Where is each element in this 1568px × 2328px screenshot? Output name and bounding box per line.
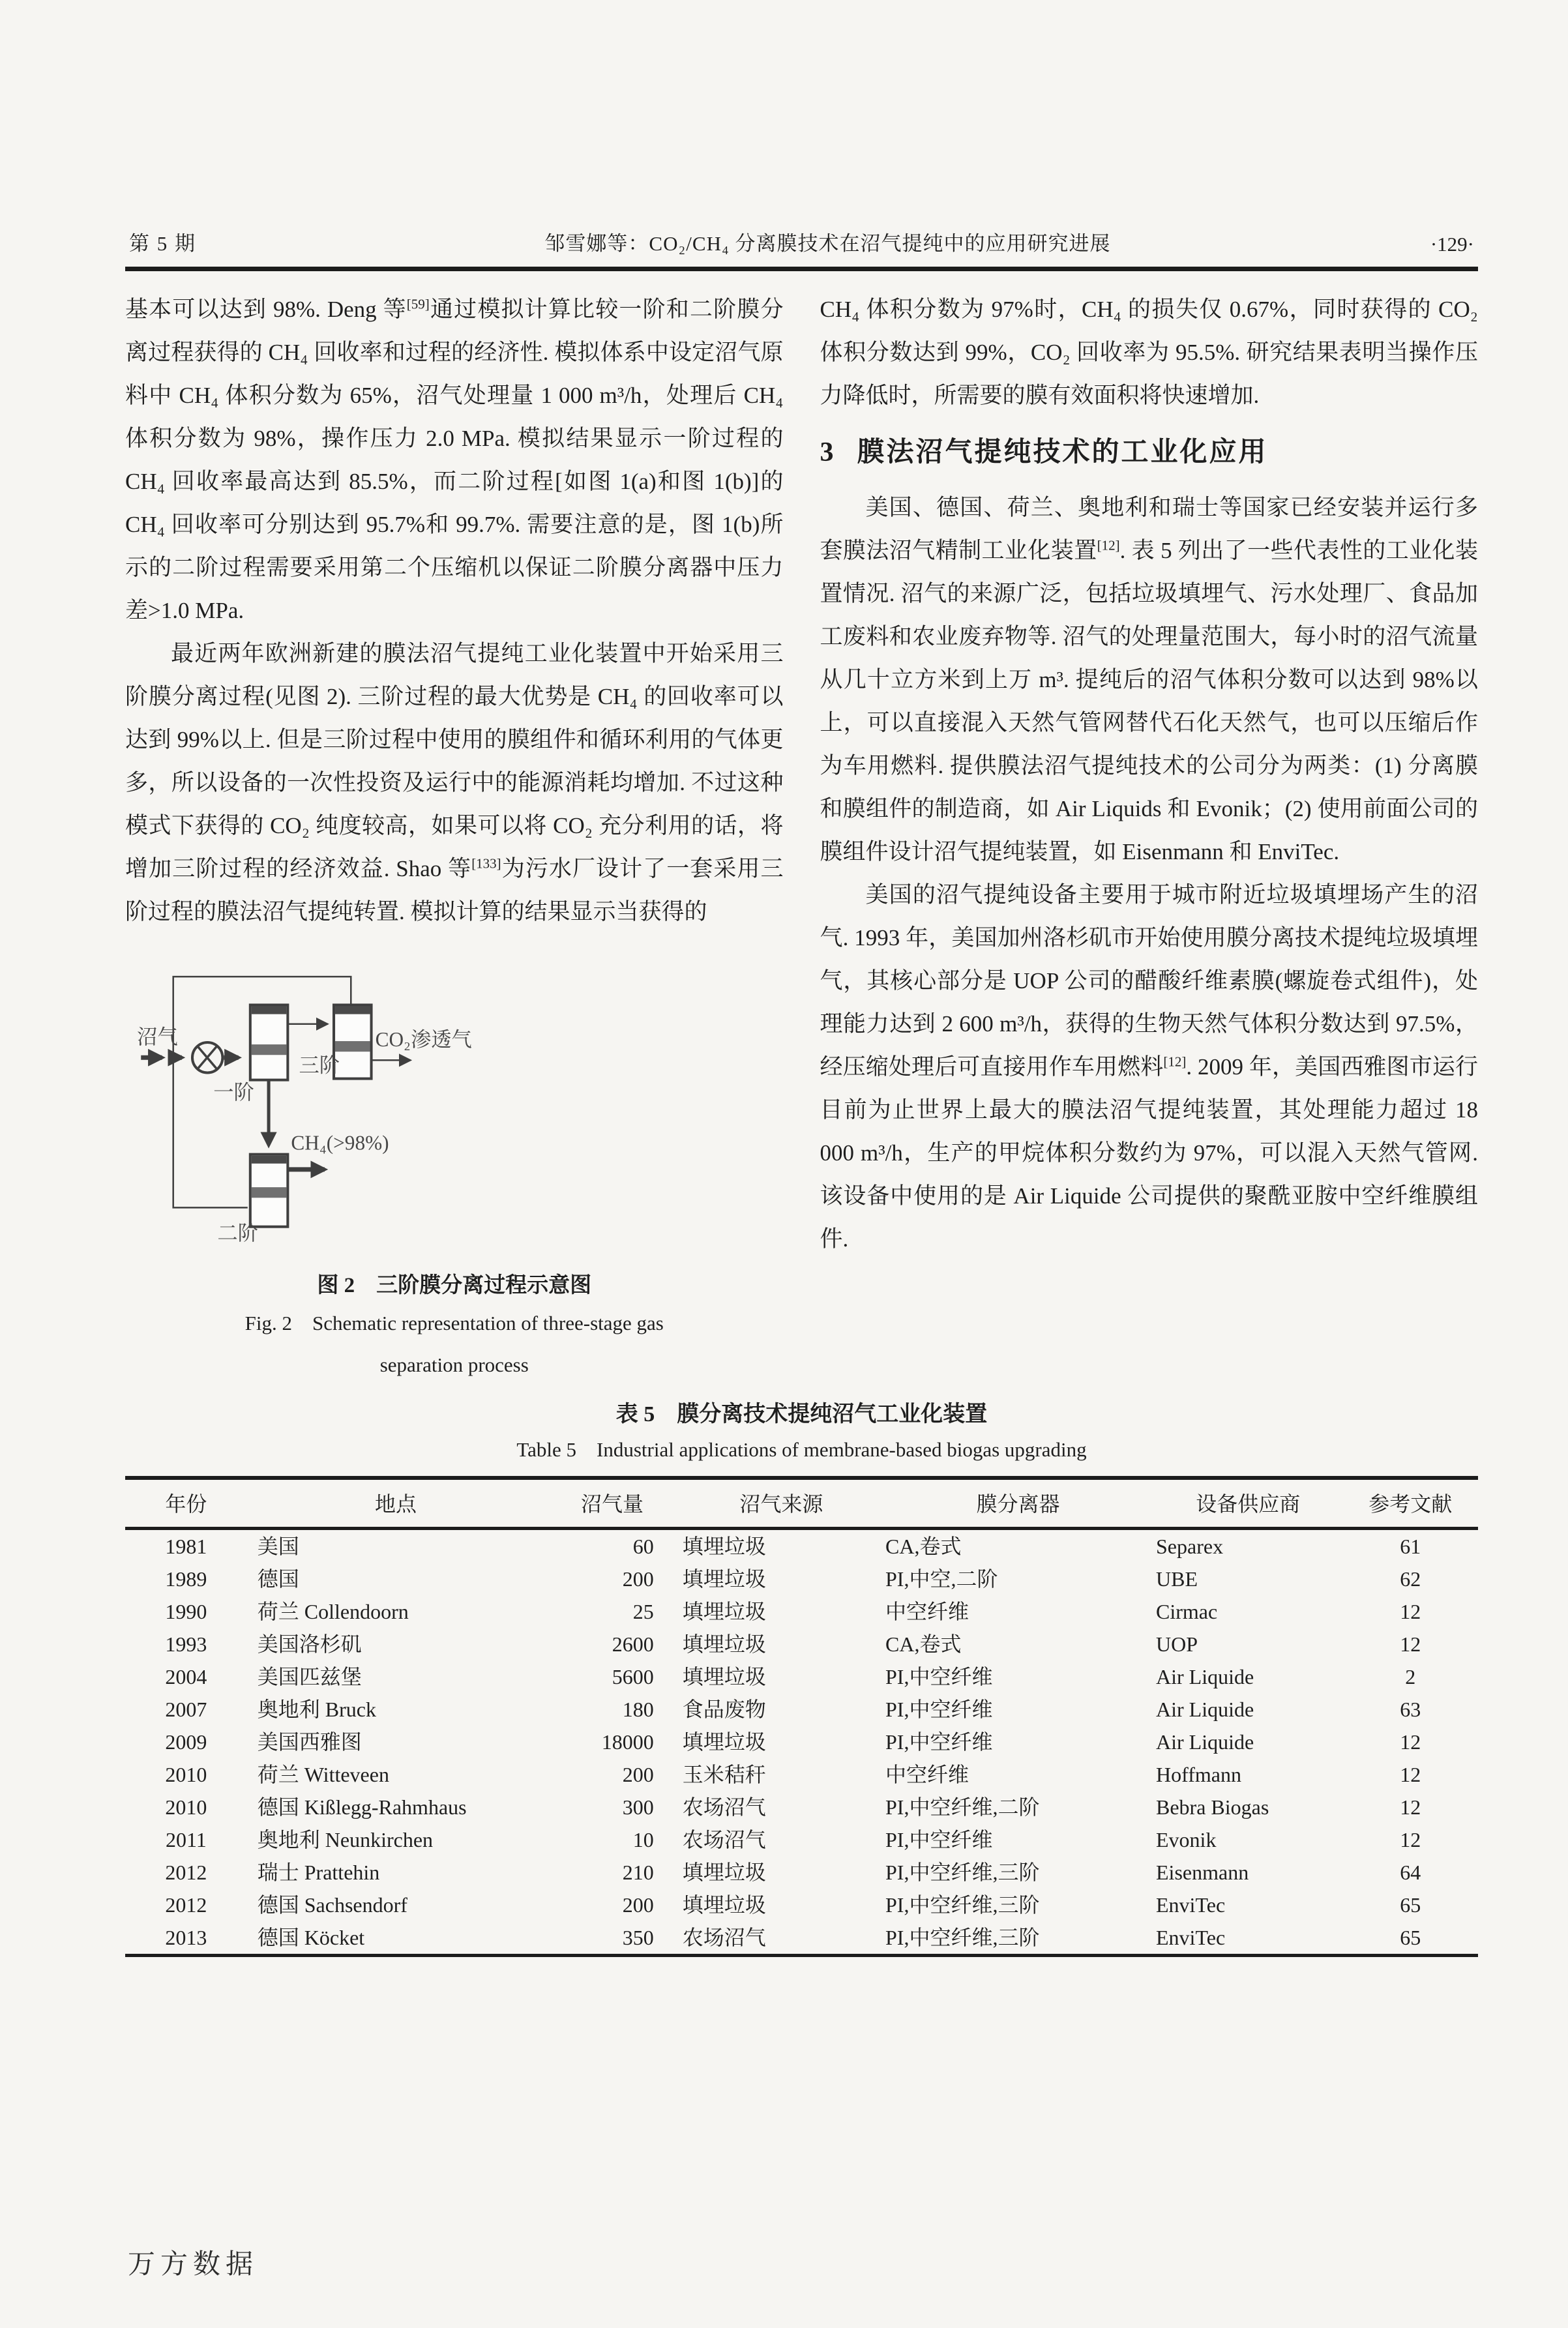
right-paragraph-1: CH₄ 体积分数为 97%时，CH₄ 的损失仅 0.67%，同时获得的 CO₂ 体积分数达到 99%，CO₂ 回收率为 95.5%. 研究结果表明当操作压力降低时，所需要的膜有效面积将快速增加. bbox=[820, 297, 1478, 408]
table-cell: 62 bbox=[1400, 1567, 1421, 1591]
table-cell: 德国 Köcket bbox=[257, 1926, 365, 1950]
table-cell: 美国洛杉矶 bbox=[257, 1632, 362, 1657]
table-cell: UBE bbox=[1156, 1567, 1198, 1591]
table-cell: 200 bbox=[622, 1567, 654, 1591]
table-cell: 65 bbox=[1400, 1926, 1421, 1950]
table-cell: 61 bbox=[1400, 1535, 1421, 1559]
table-cell: 美国匹兹堡 bbox=[257, 1665, 362, 1689]
table-cell: 德国 bbox=[257, 1567, 299, 1591]
table-cell: Air Liquide bbox=[1156, 1730, 1254, 1754]
table-caption-zh: 表 5 膜分离技术提纯沼气工业化装置 bbox=[615, 1402, 988, 1427]
col-header-membrane-separator: 膜分离器 bbox=[883, 1478, 1153, 1529]
table-cell: 25 bbox=[632, 1600, 654, 1624]
table-cell: 填埋垃圾 bbox=[682, 1632, 766, 1657]
left-paragraph-1: 基本可以达到 98%. Deng 等[59]通过模拟计算比较一阶和二阶膜分离过程获得的 CH₄ 回收率和过程的经济性. 模拟体系中设定沼气原料中 CH₄ 体积分数为 65%，沼气处理量 1 000 m³/h，处理后 CH₄ 体积分数为 98%，操作压力 2.0 MPa. 模拟结果显示一阶过程的 CH₄ 回收率最高达到 85.5%，而二阶过程[如图 1(a)和图 1(b)]的 CH₄ 回收率可分别达到 95.7%和 99.7%. 需要注意的是，图 1(b)所示的二阶过程需要采用第二个压缩机以保证二阶膜分离器中压力差>1.0 MPa. bbox=[125, 296, 784, 623]
table-cell: 农场沼气 bbox=[682, 1795, 766, 1820]
table-cell: 200 bbox=[622, 1893, 654, 1917]
table-cell: PI,中空纤维,三阶 bbox=[885, 1861, 1040, 1885]
table-header-row bbox=[125, 1478, 1478, 1529]
table-row bbox=[125, 1563, 1478, 1595]
col-header-equipment-supplier: 设备供应商 bbox=[1153, 1478, 1343, 1529]
table-cell: EnviTec bbox=[1156, 1926, 1226, 1950]
table-cell: 64 bbox=[1400, 1861, 1421, 1885]
table-cell: Eisenmann bbox=[1156, 1861, 1249, 1885]
page-number: ·129· bbox=[1430, 233, 1474, 256]
table-cell: 农场沼气 bbox=[682, 1926, 766, 1950]
table-cell: PI,中空纤维 bbox=[885, 1698, 993, 1722]
table-row bbox=[125, 1921, 1478, 1956]
table-cell: 填埋垃圾 bbox=[682, 1600, 766, 1624]
table-caption-en: Table 5 Industrial applications of membrane-based biogas upgrading bbox=[516, 1438, 1087, 1462]
stage3-label: 三阶 bbox=[299, 1053, 340, 1077]
table-cell: 奥地利 Neunkirchen bbox=[257, 1828, 434, 1852]
table-cell: 2012 bbox=[165, 1861, 207, 1885]
table-cell: CA,卷式 bbox=[885, 1632, 962, 1657]
left-column bbox=[125, 288, 784, 1386]
col-header-biogas-amount: 沼气量 bbox=[544, 1478, 680, 1529]
co2-permeate-label: CO₂渗透气 bbox=[375, 1028, 472, 1052]
table-cell: 65 bbox=[1400, 1893, 1421, 1917]
table-cell: UOP bbox=[1156, 1632, 1198, 1657]
table-cell: 奥地利 Bruck bbox=[257, 1698, 376, 1722]
table-cell: 2600 bbox=[612, 1632, 654, 1657]
col-header-year: 年份 bbox=[125, 1478, 247, 1529]
table-row bbox=[125, 1693, 1478, 1726]
table-cell: 荷兰 Witteveen bbox=[257, 1763, 389, 1787]
table-cell: 玉米秸秆 bbox=[682, 1763, 766, 1787]
table-cell: Bebra Biogas bbox=[1156, 1795, 1269, 1820]
table-cell: 5600 bbox=[612, 1665, 654, 1689]
table-cell: 2 bbox=[1405, 1665, 1416, 1689]
table-cell: 德国 Sachsendorf bbox=[257, 1893, 407, 1917]
table-cell: Air Liquide bbox=[1156, 1698, 1254, 1722]
table-row bbox=[125, 1529, 1478, 1563]
table-cell: 2010 bbox=[165, 1763, 207, 1787]
table-cell: 美国 bbox=[257, 1535, 299, 1559]
stage1-label: 一阶 bbox=[213, 1080, 254, 1104]
table-cell: PI,中空纤维,三阶 bbox=[885, 1893, 1040, 1917]
col-header-biogas-source: 沼气来源 bbox=[680, 1478, 883, 1529]
table-cell: 填埋垃圾 bbox=[682, 1567, 766, 1591]
table-cell: PI,中空纤维 bbox=[885, 1730, 993, 1754]
running-title: 邹雪娜等：CO₂/CH₄ 分离膜技术在沼气提纯中的应用研究进展 bbox=[544, 232, 1111, 255]
ch4-output-label: CH₄(>98%) bbox=[291, 1131, 389, 1155]
table-row bbox=[125, 1726, 1478, 1758]
section-heading-3 bbox=[820, 433, 1479, 472]
table-cell: 德国 Kißlegg-Rahmhaus bbox=[257, 1795, 467, 1820]
table-cell: 填埋垃圾 bbox=[682, 1730, 766, 1754]
figure-caption-zh: 图 2 三阶膜分离过程示意图 bbox=[317, 1274, 592, 1298]
table-cell: 12 bbox=[1400, 1763, 1421, 1787]
table-cell: 填埋垃圾 bbox=[682, 1893, 766, 1917]
table-cell: 2009 bbox=[165, 1730, 207, 1754]
page-header bbox=[125, 227, 1478, 271]
table-cell: 60 bbox=[632, 1535, 654, 1559]
table-cell: 2010 bbox=[165, 1795, 207, 1820]
body-columns bbox=[125, 288, 1478, 1386]
table-cell: 2011 bbox=[165, 1828, 207, 1852]
wanfang-data-watermark: 万方数据 bbox=[128, 2250, 259, 2280]
table-cell: EnviTec bbox=[1156, 1893, 1226, 1917]
stage2-label: 二阶 bbox=[217, 1221, 258, 1245]
table-cell: 12 bbox=[1400, 1795, 1421, 1820]
table-cell: 1990 bbox=[165, 1600, 207, 1624]
table-cell: 中空纤维 bbox=[885, 1763, 969, 1787]
table-cell: 2007 bbox=[165, 1698, 207, 1722]
table-cell: 1989 bbox=[165, 1567, 207, 1591]
table-cell: Hoffmann bbox=[1156, 1763, 1241, 1787]
industrial-applications-table bbox=[125, 1476, 1478, 1957]
table-cell: 10 bbox=[632, 1828, 654, 1852]
table-header bbox=[125, 1478, 1478, 1529]
table-cell: Separex bbox=[1156, 1535, 1224, 1559]
figure-caption-en-line1: Fig. 2 Schematic representation of three-stage gas bbox=[244, 1312, 664, 1335]
table-cell: 农场沼气 bbox=[682, 1828, 766, 1852]
table-cell: 1993 bbox=[165, 1632, 207, 1657]
table-cell: 12 bbox=[1400, 1600, 1421, 1624]
table-cell: PI,中空纤维 bbox=[885, 1828, 993, 1852]
biogas-input-label: 沼气 bbox=[137, 1025, 178, 1049]
table-cell: 美国西雅图 bbox=[257, 1730, 362, 1754]
table-cell: PI,中空纤维 bbox=[885, 1665, 993, 1689]
right-paragraph-3: 美国的沼气提纯设备主要用于城市附近垃圾填埋场产生的沼气. 1993 年，美国加州洛杉矶市开始使用膜分离技术提纯垃圾填埋气，其核心部分是 UOP 公司的醋酸纤维素膜(螺旋卷式组件)，处理能力达到 2 600 m³/h，获得的生物天然气体积分数达到 97.5%，经压缩处理后可直接用作车用燃料[12]. 2009 年，美国西雅图市运行目前为止世界上最大的膜法沼气提纯装置，其处理能力超过 18 000 m³/h，生产的甲烷体积分数约为 97%，可以混入天然气管网. 该设备中使用的是 Air Liquide 公司提供的聚酰亚胺中空纤维膜组件. bbox=[820, 882, 1478, 1252]
table-cell: 填埋垃圾 bbox=[682, 1861, 766, 1885]
table-body bbox=[125, 1529, 1478, 1956]
table-row bbox=[125, 1889, 1478, 1921]
table-cell: 填埋垃圾 bbox=[682, 1665, 766, 1689]
table-cell: Cirmac bbox=[1156, 1600, 1218, 1624]
table-cell: PI,中空纤维,二阶 bbox=[885, 1795, 1040, 1820]
table-cell: 12 bbox=[1400, 1828, 1421, 1852]
issue-label: 第 5 期 bbox=[129, 232, 196, 255]
table-cell: 200 bbox=[622, 1763, 654, 1787]
table-cell: 食品废物 bbox=[682, 1698, 766, 1722]
right-column bbox=[820, 288, 1479, 1386]
col-header-reference: 参考文献 bbox=[1343, 1478, 1479, 1529]
table-cell: 2012 bbox=[165, 1893, 207, 1917]
table-cell: 300 bbox=[622, 1795, 654, 1820]
table-cell: Evonik bbox=[1156, 1828, 1217, 1852]
membrane-module-stage2 bbox=[250, 1155, 288, 1227]
membrane-module-stage1 bbox=[250, 1005, 288, 1080]
table-cell: 210 bbox=[622, 1861, 654, 1885]
compressor-icon bbox=[192, 1042, 222, 1072]
left-paragraph-2: 最近两年欧洲新建的膜法沼气提纯工业化装置中开始采用三阶膜分离过程(见图 2). 三阶过程的最大优势是 CH₄ 的回收率可以达到 99%以上. 但是三阶过程中使用的膜组件和循环利用的气体更多，所以设备的一次性投资及运行中的能源消耗均增加. 不过这种模式下获得的 CO₂ 纯度较高，如果可以将 CO₂ 充分利用的话，将增加三阶过程的经济效益. Shao 等[133]为污水厂设计了一套采用三阶过程的膜法沼气提纯转置. 模拟计算的结果显示当获得的 bbox=[125, 641, 784, 924]
table-row bbox=[125, 1758, 1478, 1791]
table-cell: PI,中空纤维,三阶 bbox=[885, 1926, 1040, 1950]
table-cell: 350 bbox=[622, 1926, 654, 1950]
table-cell: 1981 bbox=[165, 1535, 207, 1559]
table-row bbox=[125, 1823, 1478, 1856]
table-5-section bbox=[125, 1398, 1478, 1957]
table-cell: 12 bbox=[1400, 1632, 1421, 1657]
table-cell: 瑞士 Prattehin bbox=[257, 1861, 380, 1885]
figure-caption-en-line2: separation process bbox=[379, 1353, 529, 1377]
table-cell: 18000 bbox=[601, 1730, 654, 1754]
table-row bbox=[125, 1660, 1478, 1693]
table-cell: 填埋垃圾 bbox=[682, 1535, 766, 1559]
table-cell: 12 bbox=[1400, 1730, 1421, 1754]
table-cell: Air Liquide bbox=[1156, 1665, 1254, 1689]
right-paragraph-2: 美国、德国、荷兰、奥地利和瑞士等国家已经安装并运行多套膜法沼气精制工业化装置[12]. 表 5 列出了一些代表性的工业化装置情况. 沼气的来源广泛，包括垃圾填埋气、污水处理厂、食品加工废料和农业废弃物等. 沼气的处理量范围大，每小时的沼气流量从几十立方米到上万 m³. 提纯后的沼气体积分数可以达到 98%以上，可以直接混入天然气管网替代石化天然气，也可以压缩后作为车用燃料. 提供膜法沼气提纯技术的公司分为两类：(1) 分离膜和膜组件的制造商，如 Air Liquids 和 Evonik；(2) 使用前面公司的膜组件设计沼气提纯装置，如 Eisenmann 和 EnviTec. bbox=[820, 495, 1478, 864]
table-cell: 荷兰 Collendoorn bbox=[257, 1600, 409, 1624]
section-title: 膜法沼气提纯技术的工业化应用 bbox=[857, 437, 1268, 467]
table-row bbox=[125, 1595, 1478, 1628]
section-number: 3 bbox=[820, 437, 834, 467]
table-cell: 2004 bbox=[165, 1665, 207, 1689]
table-cell: 中空纤维 bbox=[885, 1600, 969, 1624]
table-row bbox=[125, 1791, 1478, 1823]
table-cell: 180 bbox=[622, 1698, 654, 1722]
col-header-location: 地点 bbox=[247, 1478, 545, 1529]
table-cell: CA,卷式 bbox=[885, 1535, 962, 1559]
table-cell: 63 bbox=[1400, 1698, 1421, 1722]
table-cell: 2013 bbox=[165, 1926, 207, 1950]
table-cell: PI,中空,二阶 bbox=[885, 1567, 998, 1591]
table-row bbox=[125, 1628, 1478, 1660]
figure-2 bbox=[125, 970, 784, 1386]
table-row bbox=[125, 1856, 1478, 1889]
three-stage-process-diagram bbox=[125, 970, 784, 1253]
